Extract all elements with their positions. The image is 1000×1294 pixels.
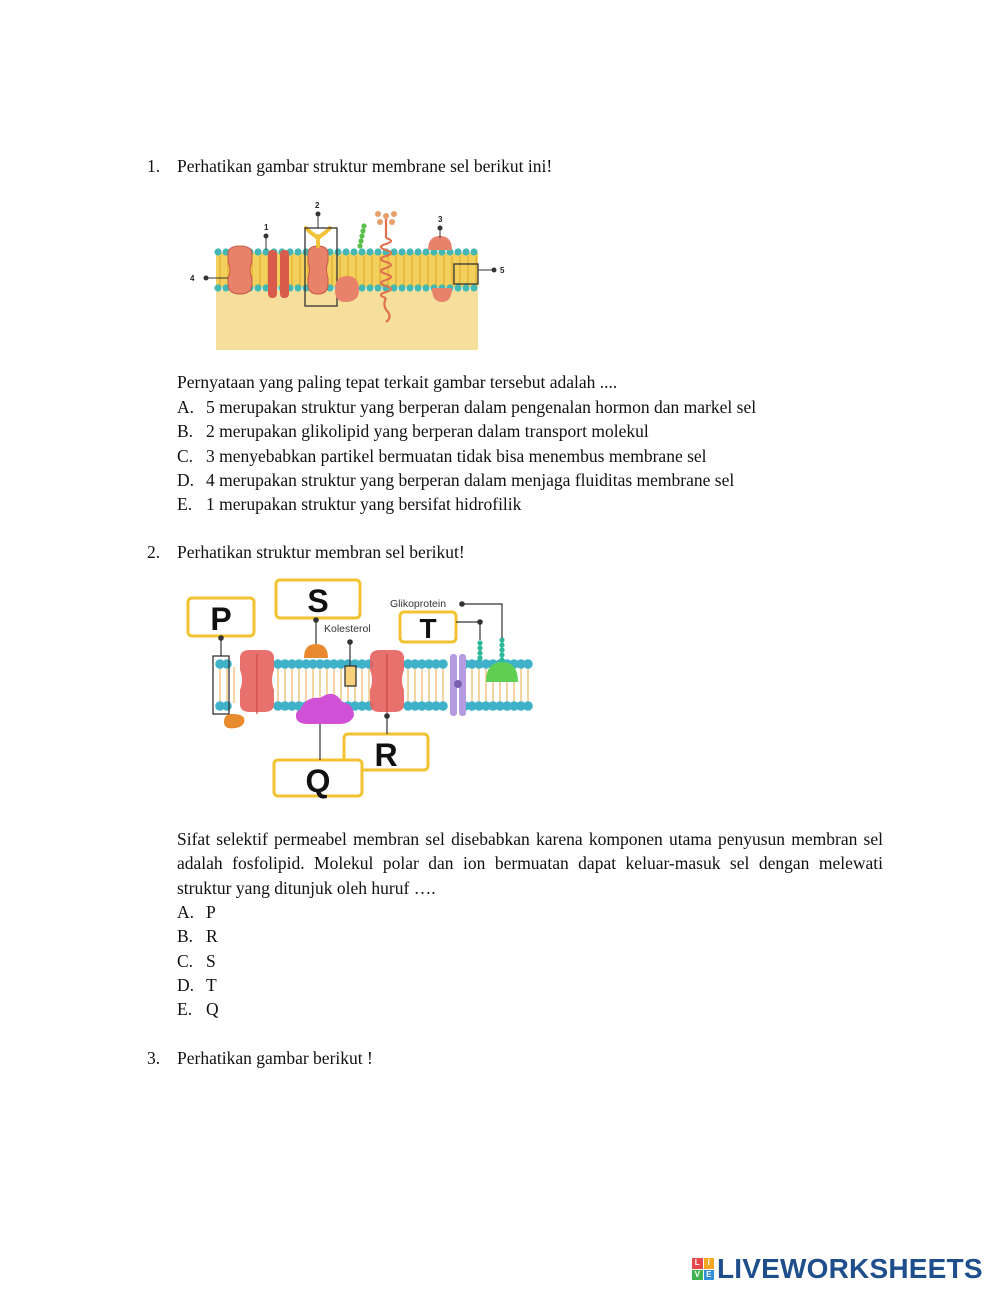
option-text: 2 merupakan glikolipid yang berperan dalam transport molekul xyxy=(206,421,649,442)
option-letter: B. xyxy=(177,421,194,442)
question-1 xyxy=(147,154,887,178)
option-letter: C. xyxy=(177,950,194,971)
fig2-label-r: R xyxy=(374,737,398,773)
membrane-figure-1 xyxy=(180,198,520,354)
logo-mark-cell: V xyxy=(692,1270,703,1281)
fig1-label-3: 3 xyxy=(438,215,443,224)
option-letter: D. xyxy=(177,974,195,995)
option-text: S xyxy=(206,950,216,971)
logo-mark-cell: E xyxy=(704,1270,715,1281)
option-text: R xyxy=(206,926,218,947)
question-number: 2. xyxy=(147,542,161,562)
fig2-label-q: Q xyxy=(305,763,331,799)
fig1-label-5: 5 xyxy=(500,266,505,275)
option-text: 5 merupakan struktur yang berperan dalam pengenalan hormon dan markel sel xyxy=(206,397,757,417)
question-prompt: Perhatikan gambar berikut ! xyxy=(177,1048,373,1068)
membrane-figure-2 xyxy=(180,574,540,802)
question-3 xyxy=(147,1046,887,1070)
fig2-label-p: P xyxy=(210,601,232,637)
option-text: 4 merupakan struktur yang berperan dalam menjaga fluiditas membrane sel xyxy=(206,469,735,490)
question-number: 3. xyxy=(147,1048,161,1068)
option-letter: C. xyxy=(177,445,194,466)
fig2-label-kolesterol: Kolesterol xyxy=(324,623,371,635)
option-text: T xyxy=(206,974,217,995)
logo-mark-cell: I xyxy=(704,1258,715,1269)
option-text: 3 menyebabkan partikel bermuatan tidak bisa menembus membrane sel xyxy=(206,445,707,466)
option-text: P xyxy=(206,902,216,922)
logo-mark-icon xyxy=(692,1258,714,1280)
question-number: 1. xyxy=(147,156,161,176)
option-letter: E. xyxy=(177,494,193,515)
logo-wordmark: LIVEWORKSHEETS xyxy=(717,1253,983,1284)
fig2-label-glikoprotein: Glikoprotein xyxy=(390,598,447,610)
fig1-label-2: 2 xyxy=(315,201,320,210)
fig1-label-1: 1 xyxy=(264,223,269,232)
fig2-label-s: S xyxy=(307,583,329,619)
liveworksheets-logo xyxy=(692,1252,983,1286)
question-prompt: Perhatikan struktur membran sel berikut! xyxy=(177,542,465,562)
question-2 xyxy=(147,540,887,564)
logo-mark-cell: L xyxy=(692,1258,703,1269)
question-1-stem: Pernyataan yang paling tepat terkait gambar tersebut adalah .... xyxy=(177,372,618,392)
option-letter: A. xyxy=(177,397,195,417)
question-prompt: Perhatikan gambar struktur membrane sel berikut ini! xyxy=(177,156,553,176)
option-letter: E. xyxy=(177,999,193,1020)
option-text: 1 merupakan struktur yang bersifat hidrofilik xyxy=(206,494,522,515)
option-letter: D. xyxy=(177,469,195,490)
option-letter: A. xyxy=(177,902,195,922)
fig1-label-4: 4 xyxy=(190,274,195,283)
option-text: Q xyxy=(206,999,219,1020)
option-letter: B. xyxy=(177,926,194,947)
fig2-label-t: T xyxy=(419,613,437,644)
question-2-stem: Sifat selektif permeabel membran sel disebabkan karena komponen utama penyusun membran sel adalah fosfolipid. Molekul polar dan ion bermuatan dapat keluar-masuk sel dengan melewati struktur yang ditunjuk oleh huruf …. xyxy=(177,829,883,898)
